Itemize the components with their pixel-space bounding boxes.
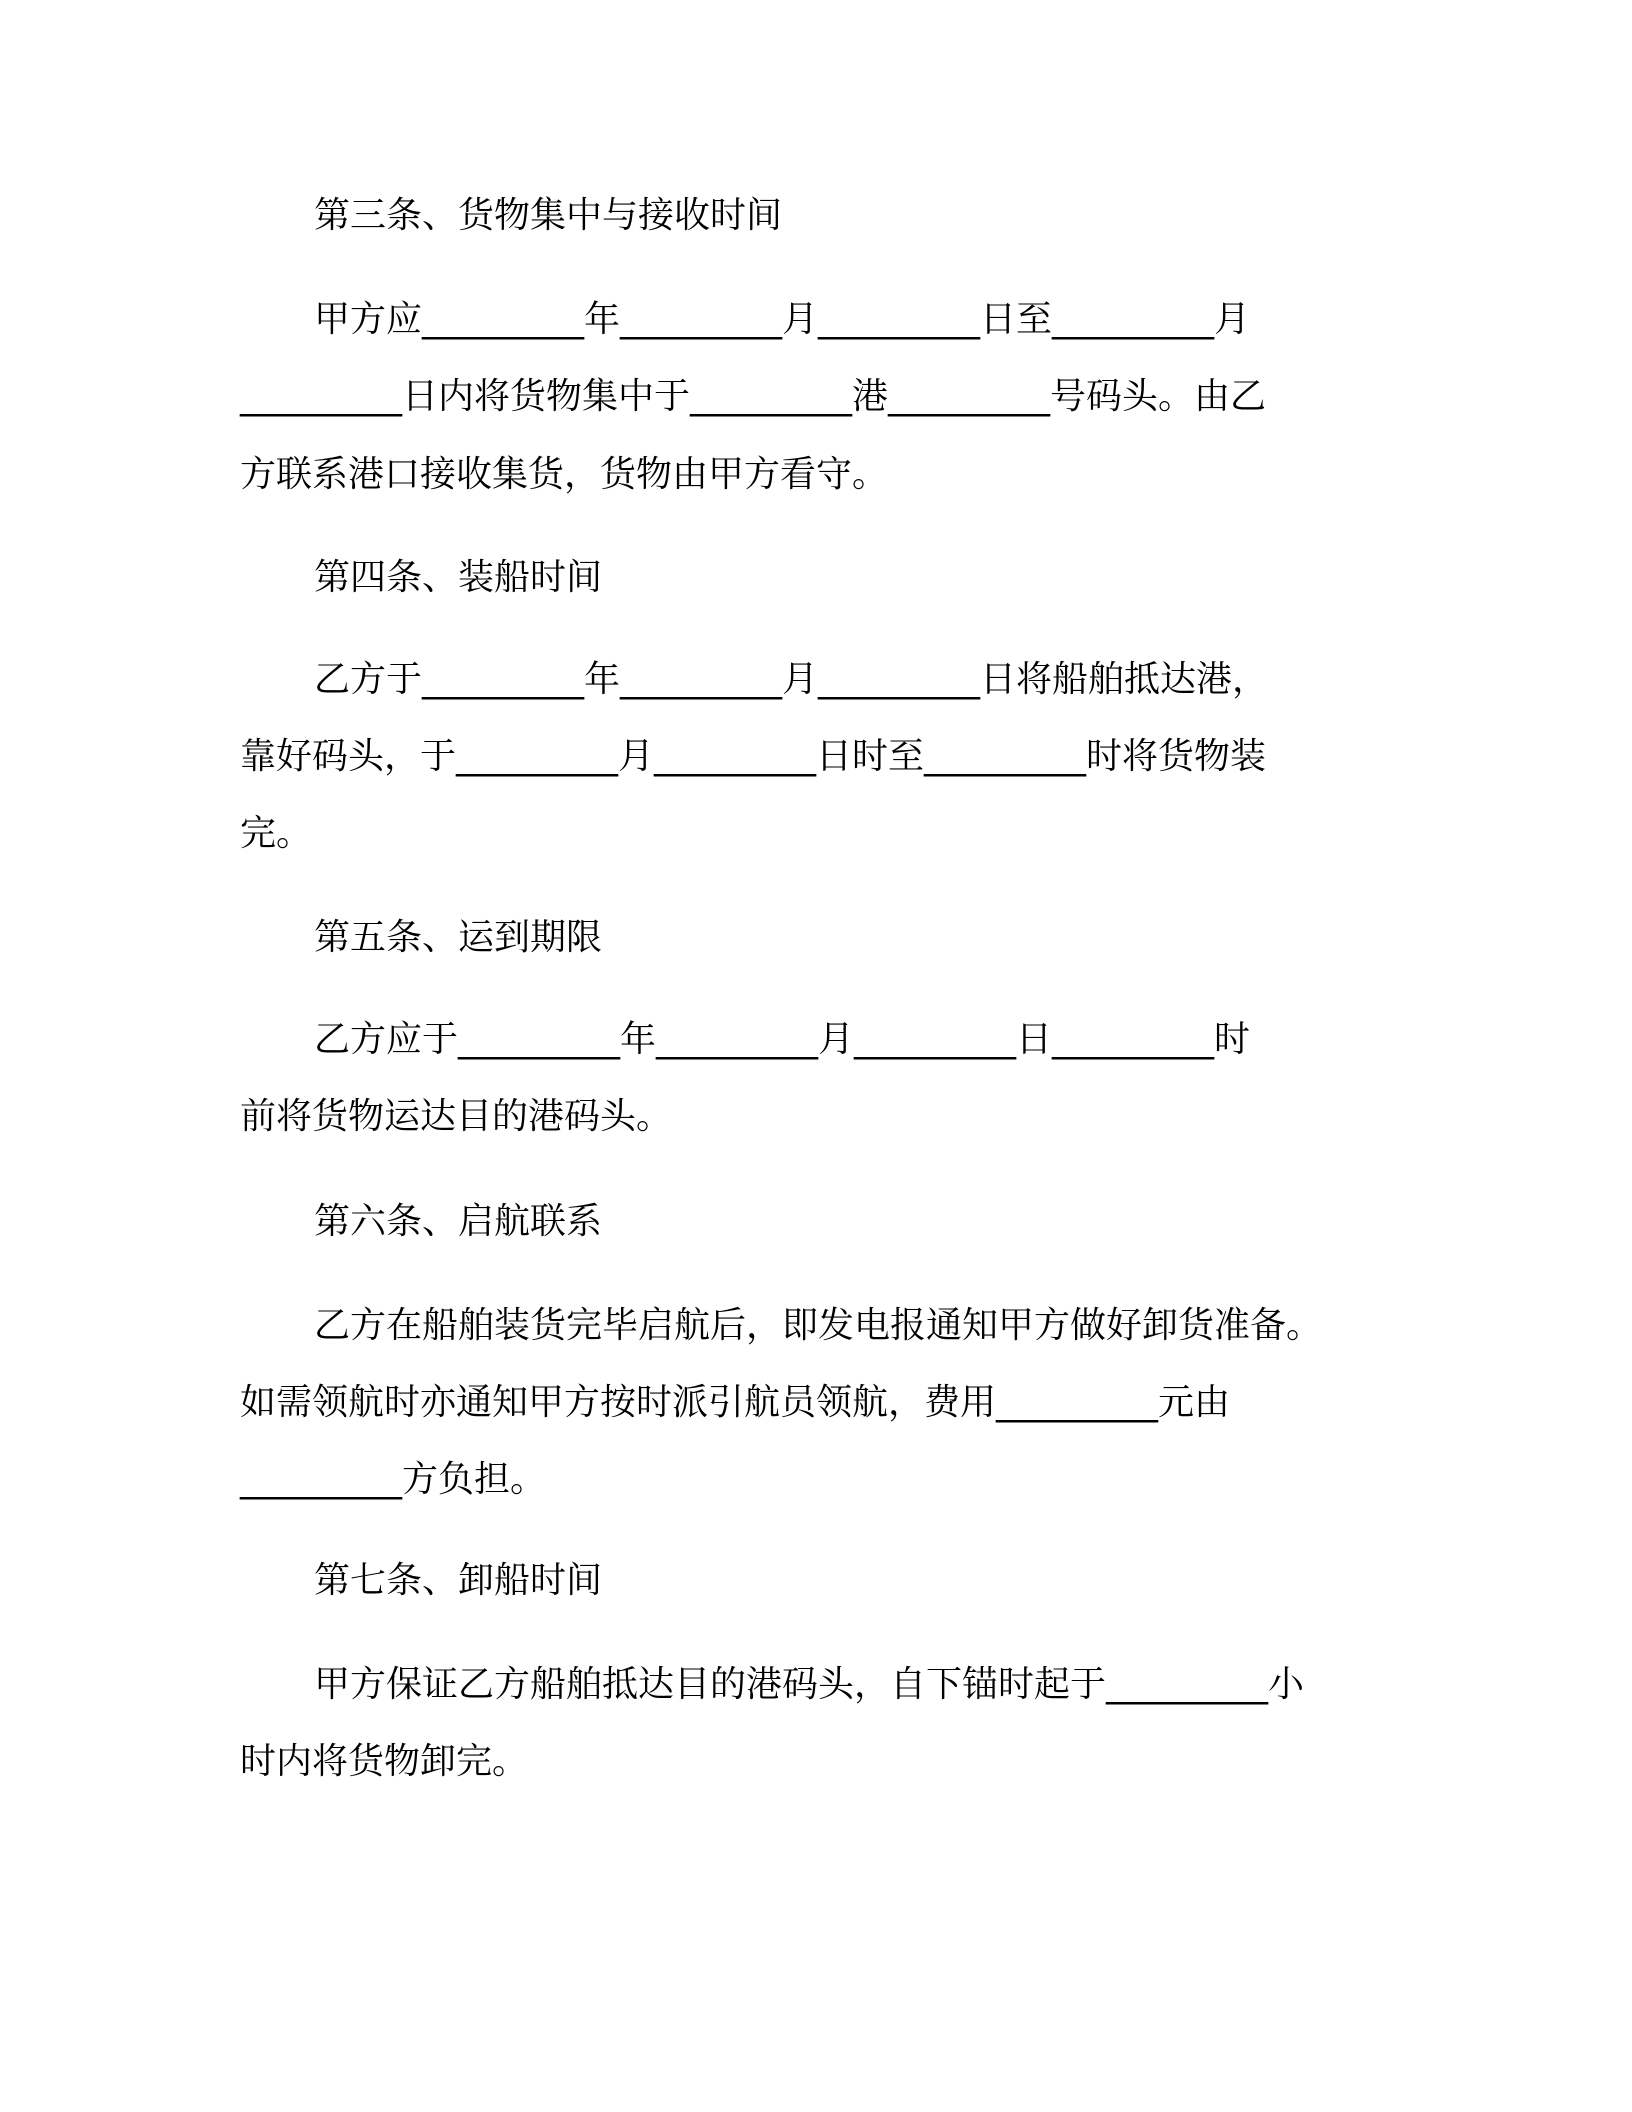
article-3-line-1: 甲方应_________年_________月_________日至_________月 — [314, 299, 1251, 340]
article-4-heading: 第四条、装船时间 — [314, 557, 603, 598]
article-6-heading: 第六条、启航联系 — [314, 1201, 603, 1242]
article-6-line-1: 乙方在船舶装货完毕启航后，即发电报通知甲方做好卸货准备。 — [314, 1305, 1323, 1346]
article-4-line-1: 乙方于_________年_________月_________日将船舶抵达港， — [314, 659, 1269, 700]
article-4-line-3: 完。 — [240, 813, 313, 854]
article-4-line-2: 靠好码头，于_________月_________日时至_________时将货物装 — [240, 736, 1267, 777]
article-7-line-1: 甲方保证乙方船舶抵达目的港码头，自下锚时起于_________小 — [314, 1664, 1305, 1705]
article-5-line-2: 前将货物运达目的港码头。 — [240, 1096, 673, 1137]
article-3-line-2: _________日内将货物集中于_________港_________号码头。由乙 — [240, 376, 1267, 417]
article-7-line-2: 时内将货物卸完。 — [240, 1741, 529, 1782]
article-5-heading: 第五条、运到期限 — [314, 917, 603, 958]
article-3-heading: 第三条、货物集中与接收时间 — [314, 195, 783, 236]
article-7-heading: 第七条、卸船时间 — [314, 1560, 603, 1601]
article-6-line-2: 如需领航时亦通知甲方按时派引航员领航，费用_________元由 — [240, 1382, 1231, 1423]
article-6-line-3: _________方负担。 — [240, 1459, 547, 1500]
article-5-line-1: 乙方应于_________年_________月_________日_________时 — [314, 1019, 1251, 1060]
article-3-line-3: 方联系港口接收集货，货物由甲方看守。 — [240, 454, 889, 495]
